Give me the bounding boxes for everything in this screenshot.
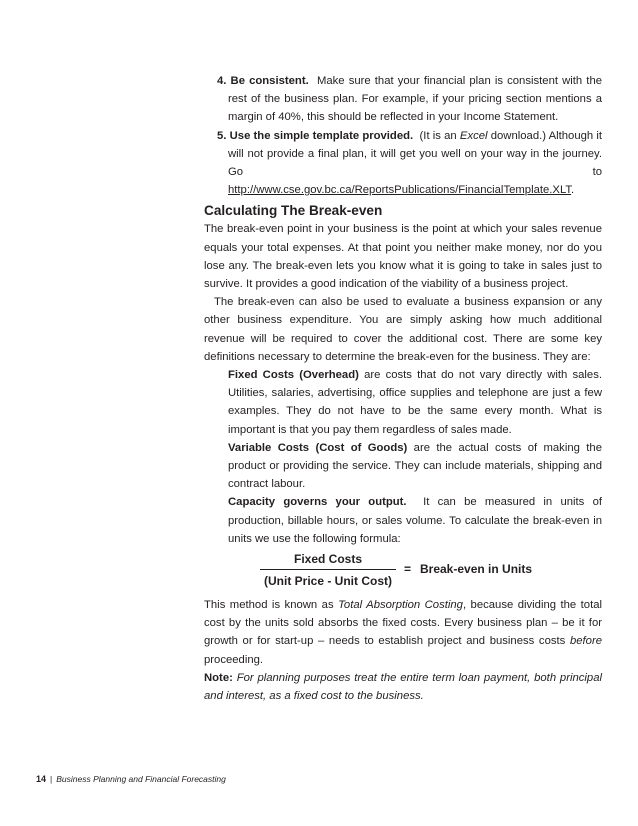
paragraph-2: The break-even can also be used to evaluate a business expansion or any other business expenditure. You are simply asking how much additional revenue will be required to cover the additional cost. There are some key definitions necessary to determine the break-even for the business. They are: xyxy=(204,296,602,363)
formula-numerator: Fixed Costs xyxy=(293,552,362,567)
formula-denominator: (Unit Price - Unit Cost) xyxy=(264,574,392,589)
paragraph-3 xyxy=(204,596,602,669)
note-label: Note: xyxy=(204,671,233,684)
formula-equals: = xyxy=(404,562,412,577)
para3-before: This method is known as xyxy=(204,599,334,612)
section-heading: Calculating The Break-even xyxy=(204,203,383,219)
footer-title: Business Planning and Financial Forecasting xyxy=(56,774,226,784)
definition-term: Capacity governs your output. xyxy=(228,496,407,509)
note-text: For planning purposes treat the entire term loan payment, both principal and interest, as a fixed cost to the business. xyxy=(204,671,602,703)
formula-result: Break-even in Units xyxy=(420,562,533,577)
page-footer xyxy=(36,774,226,784)
definition-fixed-costs xyxy=(204,366,602,439)
definition-term: Fixed Costs (Overhead) xyxy=(228,369,359,382)
item-title: Be consistent. xyxy=(230,75,309,87)
item-text: Make sure that your financial plan is consistent with the rest of the business plan. For example, if your pricing section mentions a margin of 40%, this should be reflected in your Income Statement. xyxy=(228,75,603,124)
definition-text: It can be measured in units of production, billable hours, or sales volume. To calculate the break-even in units we use the following formula: xyxy=(228,496,603,545)
definition-variable-costs xyxy=(204,439,602,494)
item-text-after: download.) Although it will not provide a final plan, it will get you well on your way in the journey. Go to xyxy=(228,129,603,179)
footer-separator: | xyxy=(50,774,53,784)
page-number: 14 xyxy=(36,774,47,784)
para3-after: proceeding. xyxy=(204,653,264,666)
item-text-italic: Excel xyxy=(459,129,488,142)
main-content xyxy=(204,72,602,705)
definition-term: Variable Costs (Cost of Goods) xyxy=(228,441,408,454)
definition-text: are the actual costs of making the product or providing the service. They can include materials, shipping and contract labour. xyxy=(228,441,602,491)
item-number: 4. xyxy=(217,75,227,87)
para3-italic: Total Absorption Costing xyxy=(338,599,463,612)
para3-italic2: before xyxy=(569,635,602,648)
list-item-4 xyxy=(204,72,602,127)
paragraph-1: The break-even point in your business is the point at which your sales revenue equals your total expenses. At that point you neither make money, nor do you lose any. The break-even lets you know what it is going to take in sales just to survive. It provides a good indication of the viability of a business project. xyxy=(204,223,602,291)
definition-capacity xyxy=(204,493,602,548)
break-even-formula xyxy=(204,550,602,590)
fraction-bar xyxy=(260,569,396,570)
note-paragraph xyxy=(204,669,602,705)
formula-fraction xyxy=(260,550,396,590)
item-number: 5. xyxy=(217,129,227,142)
list-item-5 xyxy=(204,127,602,200)
definition-text: are costs that do not vary directly with sales. Utilities, salaries, advertising, office supplies and telephone are just a few examples. They do not have to be the same every month. What is important is that you pay them regardless of sales made. xyxy=(228,369,603,436)
item-text-before: (It is an xyxy=(419,129,457,142)
link-suffix: . xyxy=(571,184,575,197)
para3-mid: , because dividing the total cost by the units sold absorbs the fixed costs. Every business plan – be it for growth or for start-up – needs to establish project and business costs xyxy=(204,599,602,648)
item-title: Use the simple template provided. xyxy=(229,129,414,142)
template-link[interactable]: http://www.cse.gov.bc.ca/ReportsPublications/FinancialTemplate.XLT xyxy=(228,184,572,197)
